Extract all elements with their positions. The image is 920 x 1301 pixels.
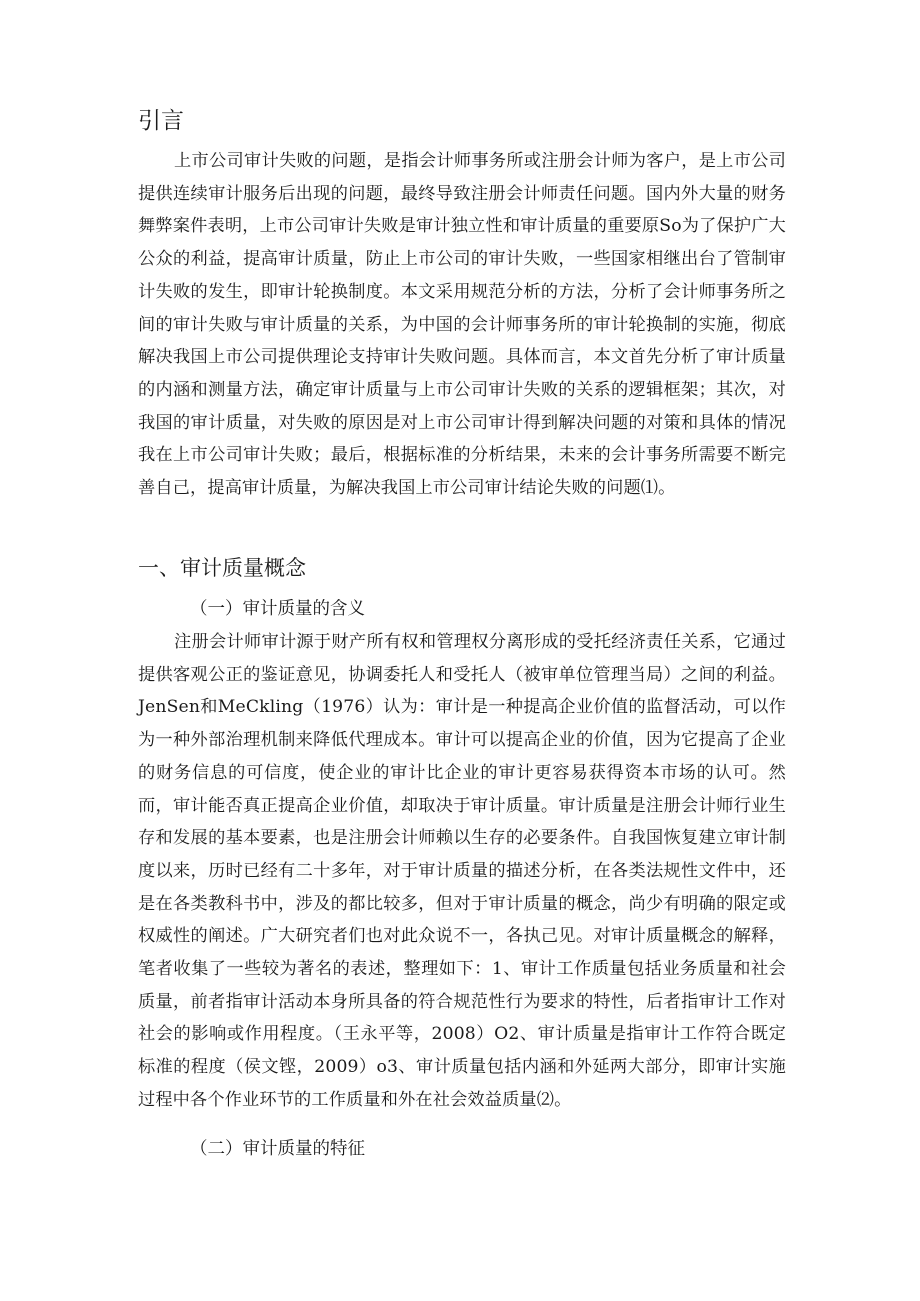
subsection-1-heading: （一）审计质量的含义 [190, 599, 365, 619]
intro-heading: 引言 [138, 108, 184, 134]
section-1-heading: 一、审计质量概念 [138, 556, 306, 580]
subsection-2-heading: （二）审计质量的特征 [190, 1139, 365, 1159]
intro-paragraph: 上市公司审计失败的问题，是指会计师事务所或注册会计师为客户，是上市公司提供连续审计服务后出现的问题，最终导致注册会计师责任问题。国内外大量的财务舞弊案件表明，上市公司审计失败是审计独立性和审计质量的重要原So为了保护广大公众的利益，提高审计质量，防止上市公司的审计失败，一些国家相继出台了管制审计失败的发生，即审计轮换制度。本文采用规范分析的方法，分析了会计师事务所之间的审计失败与审计质量的关系，为中国的会计师事务所的审计轮换制的实施，彻底解决我国上市公司提供理论支持审计失败问题。具体而言，本文首先分析了审计质量的内涵和测量方法，确定审计质量与上市公司审计失败的关系的逻辑框架；其次，对我国的审计质量，对失败的原因是对上市公司审计得到解决问题的对策和具体的情况我在上市公司审计失败；最后，根据标准的分析结果，未来的会计事务所需要不断完善自己，提高审计质量，为解决我国上市公司审计结论失败的问题⑴。 [138, 151, 786, 499]
subsection-1-paragraph: 注册会计师审计源于财产所有权和管理权分离形成的受托经济责任关系，它通过提供客观公正的鉴证意见，协调委托人和受托人（被审单位管理当局）之间的利益。JenSen和MeCkling（1976）认为：审计是一种提高企业价值的监督活动，可以作为一种外部治理机制来降低代理成本。审计可以提高企业的价值，因为它提高了企业的财务信息的可信度，使企业的审计比企业的审计更容易获得资本市场的认可。然而，审计能否真正提高企业价值，却取决于审计质量。审计质量是注册会计师行业生存和发展的基本要素，也是注册会计师赖以生存的必要条件。自我国恢复建立审计制度以来，历时已经有二十多年，对于审计质量的描述分析，在各类法规性文件中，还是在各类教科书中，涉及的都比较多，但对于审计质量的概念，尚少有明确的限定或权威性的阐述。广大研究者们也对此众说不一，各执己见。对审计质量概念的解释，笔者收集了一些较为著名的表述，整理如下：1、审计工作质量包括业务质量和社会质量，前者指审计活动本身所具备的符合规范性行为要求的特性，后者指审计工作对社会的影响或作用程度。（王永平等，2008）O2、审计质量是指审计工作符合既定标准的程度（侯文铿，2009）o3、审计质量包括内涵和外延两大部分，即审计实施过程中各个作业环节的工作质量和外在社会效益质量⑵。 [138, 632, 786, 1110]
